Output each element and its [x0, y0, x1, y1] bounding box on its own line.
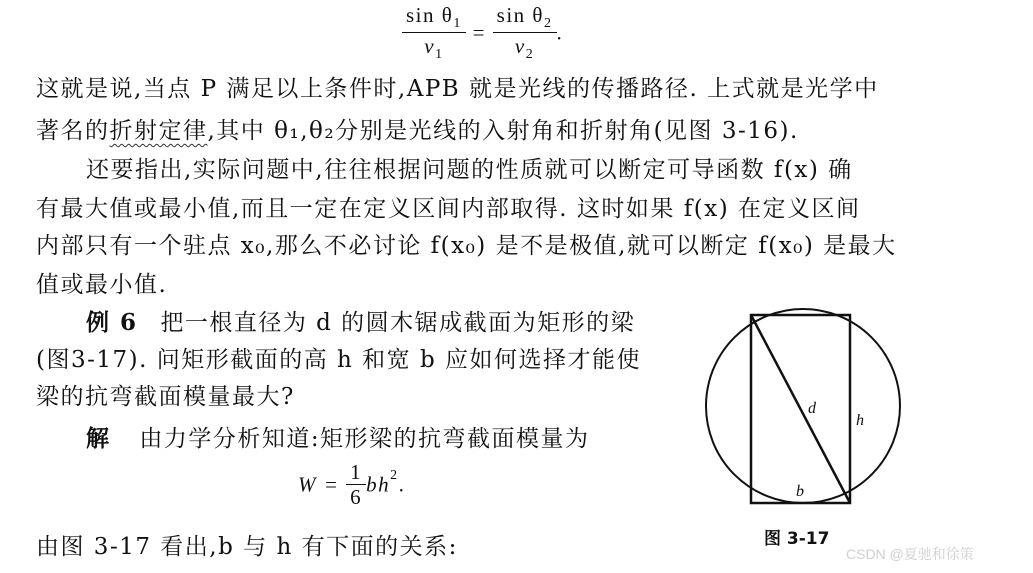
formula-refraction	[402, 2, 563, 63]
w-period: .	[398, 472, 406, 497]
den-left: v	[424, 34, 436, 58]
fraction-right	[493, 2, 557, 63]
para2-line2: 有最大值或最小值,而且一定在定义区间内部取得. 这时如果 f(x) 在定义区间	[36, 196, 861, 222]
num-left-sub: 1	[453, 16, 462, 31]
para2-line4: 值或最小值.	[36, 272, 168, 298]
label-h: h	[856, 412, 864, 429]
example-text-1: 把一根直径为 d 的圆木锯成截面为矩形的梁	[160, 310, 636, 336]
example-label: 例 6	[86, 309, 138, 336]
example-line2: (图3-17). 问矩形截面的高 h 和宽 b 应如何选择才能使	[36, 347, 642, 373]
label-b: b	[796, 483, 804, 500]
example-line1	[86, 308, 635, 338]
label-d: d	[808, 400, 816, 417]
last-line: 由图 3-17 看出,b 与 h 有下面的关系:	[36, 534, 458, 560]
para2-line1: 还要指出,实际问题中,往往根据问题的性质就可以断定可导函数 f(x) 确	[86, 157, 853, 183]
refraction-law-term: 折射定律	[109, 118, 208, 144]
diameter-diagonal	[751, 315, 850, 503]
fraction-left	[402, 2, 466, 63]
log-circle	[706, 309, 900, 503]
num-left: sin θ	[406, 3, 454, 27]
fraction-one-sixth	[346, 460, 366, 509]
csdn-watermark: CSDN @夏驰和徐策	[846, 546, 974, 562]
para1-line1: 这就是说,当点 P 满足以上条件时,APB 就是光线的传播路径. 上式就是光学中	[36, 76, 879, 102]
den-right-sub: 2	[525, 47, 535, 62]
num-right-sub: 2	[544, 16, 553, 31]
para1-line2	[36, 116, 799, 146]
solution-line	[86, 424, 590, 454]
w-den: 6	[350, 485, 363, 509]
w-lhs: W =	[298, 472, 340, 497]
formula-period: .	[556, 20, 564, 45]
den-right: v	[514, 34, 526, 58]
formula-section-modulus	[298, 460, 405, 509]
w-rhs: bh	[366, 472, 391, 497]
example-line3: 梁的抗弯截面模量最大?	[36, 384, 295, 410]
den-left-sub: 1	[435, 47, 444, 62]
w-num: 1	[346, 460, 366, 485]
para1-line2-suffix: ,其中 θ₁,θ₂分别是光线的入射角和折射角(见图 3-16).	[207, 118, 799, 144]
solution-text: 由力学分析知道:矩形梁的抗弯截面模量为	[139, 426, 590, 452]
solution-label: 解	[86, 425, 111, 452]
para1-line2-prefix: 著名的	[36, 118, 110, 144]
equals-sign: =	[472, 20, 486, 45]
figure-circle-rectangle	[690, 308, 920, 518]
para2-line3: 内部只有一个驻点 x₀,那么不必讨论 f(x₀) 是不是极值,就可以断定 f(x₀) 是最大	[36, 233, 897, 259]
figure-caption: 图 3-17	[764, 529, 830, 549]
w-sup: 2	[390, 468, 399, 484]
num-right: sin θ	[496, 3, 544, 27]
